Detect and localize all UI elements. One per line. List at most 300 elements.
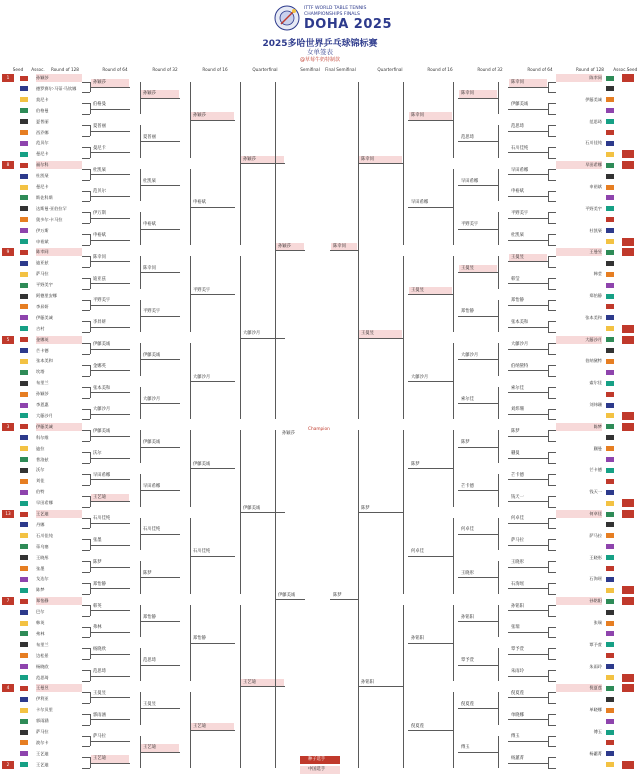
bracket-line	[508, 741, 548, 742]
bracket-line	[548, 561, 556, 562]
bracket-line	[548, 365, 556, 366]
seed-box	[2, 521, 14, 529]
bracket-line	[508, 305, 548, 306]
bracket-line	[90, 545, 130, 546]
bracket-entry-name: 孙铭阳	[461, 614, 474, 620]
seed-box: 2	[2, 761, 14, 769]
seed-box	[622, 630, 634, 638]
bracket-entry-name: 伊藤美诚	[193, 461, 211, 467]
bracket-line	[82, 332, 90, 333]
flag-icon	[20, 294, 28, 299]
bracket-line	[508, 349, 548, 350]
flag-icon	[20, 185, 28, 190]
bracket-line	[508, 196, 548, 197]
flag-icon	[20, 141, 28, 146]
seed-box	[2, 488, 14, 496]
bracket-entry-name: 伊万斯	[93, 211, 106, 217]
player-name: 李昇妍	[36, 303, 49, 309]
seed-box	[2, 456, 14, 464]
bracket-line	[548, 82, 556, 83]
bracket-line	[548, 572, 556, 573]
bracket-entry-name: 范思琦	[93, 669, 106, 675]
flag-icon	[606, 588, 614, 593]
bracket-line	[82, 441, 90, 442]
bracket-line	[548, 463, 556, 464]
bracket-entry-name: 萨马拉	[511, 538, 524, 544]
bracket-line	[508, 523, 548, 524]
flag-icon	[606, 762, 614, 767]
seed-box	[622, 183, 634, 191]
bracket-line	[240, 686, 285, 687]
bracket-line	[508, 654, 548, 655]
flag-icon	[606, 108, 614, 113]
bracket-entry-name: 傅玉	[461, 745, 470, 751]
bracket-line	[90, 632, 130, 633]
seed-box	[622, 488, 634, 496]
flag-icon	[606, 403, 614, 408]
seed-box	[2, 412, 14, 420]
bracket-line	[190, 294, 235, 295]
player-name: 钱天一	[589, 489, 602, 495]
flag-icon	[20, 577, 28, 582]
seed-box	[622, 357, 634, 365]
player-name: 沃尔	[36, 467, 45, 473]
player-name	[556, 259, 602, 267]
seed-box	[2, 695, 14, 703]
bracket-line	[358, 338, 403, 339]
bracket-line	[548, 278, 556, 279]
seed-box	[622, 739, 634, 747]
seed-box	[2, 663, 14, 671]
bracket-line	[82, 550, 90, 551]
bracket-line	[190, 556, 235, 557]
bracket-entry-name: 早田希娜	[511, 167, 529, 173]
bracket-line	[90, 458, 130, 459]
seed-box	[2, 630, 14, 638]
flag-icon	[606, 522, 614, 527]
flag-icon	[20, 86, 28, 91]
bracket-entry-name: 郑怡静	[143, 614, 156, 620]
bracket-line	[190, 468, 235, 469]
seed-box	[2, 652, 14, 660]
seed-box	[622, 456, 634, 464]
flag-icon	[20, 348, 28, 353]
bracket-line	[458, 272, 498, 273]
bracket-entry-name: 大藤沙月	[511, 342, 529, 348]
bracket-line	[548, 507, 556, 508]
seed-box	[2, 292, 14, 300]
bracket-line	[90, 370, 130, 371]
flag-icon	[606, 435, 614, 440]
bracket-line	[82, 768, 90, 769]
bracket-line	[408, 294, 453, 295]
bracket-line	[140, 98, 180, 99]
bracket-line	[82, 419, 90, 420]
seed-box	[622, 401, 634, 409]
bracket-line	[458, 708, 498, 709]
seed-box	[2, 565, 14, 573]
seed-box	[2, 379, 14, 387]
bracket-line	[458, 98, 498, 99]
bracket-line	[82, 310, 90, 311]
bracket-line	[548, 169, 556, 170]
bracket-entry-name: 杜凯琹	[93, 167, 106, 173]
flag-icon	[606, 631, 614, 636]
bracket-entry-name: 孙铭阳	[511, 603, 524, 609]
flag-icon	[606, 195, 614, 200]
bracket-entry-name: 陈梦	[361, 505, 370, 511]
seed-box	[2, 554, 14, 562]
seed-box	[2, 739, 14, 747]
bracket-entry-name: 伊藤美诚	[278, 592, 296, 598]
bracket-entry-name: 单晓娜	[511, 712, 524, 718]
bracket-line	[90, 305, 130, 306]
bracket-line	[508, 327, 548, 328]
round-title-right: Round of 64	[527, 67, 553, 72]
flag-icon	[606, 577, 614, 582]
bracket-line	[548, 703, 556, 704]
player-name	[556, 129, 602, 137]
bracket-entry-name: 陈梦	[461, 440, 470, 446]
bracket-line	[548, 714, 556, 715]
flag-icon	[606, 217, 614, 222]
bracket-line	[90, 392, 130, 393]
bracket-line	[548, 409, 556, 410]
bracket-line	[358, 686, 403, 687]
flag-icon	[20, 631, 28, 636]
seed-box	[622, 227, 634, 235]
player-name: 陈梦	[36, 587, 45, 593]
bracket-line	[508, 152, 548, 153]
bracket-entry-name: 申裕斌	[511, 189, 524, 195]
seed-box	[622, 684, 634, 692]
bracket-entry-name: 陈幸同	[511, 80, 524, 86]
flag-icon	[20, 326, 28, 331]
flag-icon	[606, 457, 614, 462]
seed-box	[2, 259, 14, 267]
bracket-line	[548, 528, 556, 529]
flag-icon	[20, 457, 28, 462]
champion-text: Champion	[308, 427, 330, 432]
seed-box: 9	[2, 248, 14, 256]
bracket-entry-name: 陈幸同	[143, 265, 156, 271]
bracket-line	[508, 174, 548, 175]
seed-box	[622, 652, 634, 660]
player-name: 卡尔贝里	[36, 707, 53, 713]
player-name: 曼尼卡	[36, 184, 49, 189]
seed-box: 8	[2, 161, 14, 169]
seed-box	[622, 325, 634, 333]
player-name: 郭雨涵	[36, 718, 49, 724]
bracket-entry-name: 钱天一	[511, 494, 524, 500]
player-name: 陈梦	[556, 423, 602, 431]
logo-line1: ITTF WORLD TABLE TENNIS	[304, 6, 367, 11]
bracket-line	[508, 676, 548, 677]
bracket-entry-name: 大藤沙月	[93, 407, 111, 413]
bracket-line	[548, 550, 556, 551]
bracket-line	[90, 87, 130, 88]
bracket-line	[458, 185, 498, 186]
flag-icon	[606, 664, 614, 669]
player-name	[556, 608, 602, 616]
round-title-right: Seed	[626, 67, 638, 72]
bracket-entry-name: 平野美宇	[511, 211, 529, 217]
bracket-line	[275, 599, 305, 600]
bracket-line	[548, 376, 556, 377]
bracket-line	[240, 163, 285, 164]
seed-box	[2, 401, 14, 409]
flag-icon	[20, 501, 28, 506]
player-name: 王艺迪	[36, 750, 49, 756]
player-name: 傅玉	[593, 729, 602, 734]
flag-icon	[20, 250, 28, 255]
player-name	[556, 347, 602, 355]
flag-icon	[20, 119, 28, 124]
seed-box	[622, 445, 634, 453]
round-title-left: Quarterfinal	[252, 67, 278, 72]
seed-box	[2, 368, 14, 376]
flag-icon	[20, 468, 28, 473]
seed-box	[622, 139, 634, 147]
flag-icon	[606, 239, 614, 244]
bracket-line	[548, 474, 556, 475]
player-name	[556, 172, 602, 180]
bracket-line	[458, 229, 498, 230]
player-name: 迪亚兹	[36, 260, 49, 266]
flag-icon	[606, 653, 614, 658]
bracket-line	[548, 539, 556, 540]
bracket-entry-name: 杨蕙菁	[511, 756, 524, 762]
player-name: 陈幸同	[36, 248, 82, 256]
bracket-line	[90, 414, 130, 415]
player-name: 杨蕙菁	[589, 750, 602, 756]
bracket-line	[548, 245, 556, 246]
bracket-entry-name: 曼尼卡	[93, 145, 106, 151]
player-name	[556, 434, 602, 442]
bracket-line	[548, 605, 556, 606]
flag-icon	[606, 130, 614, 135]
player-name: 申裕斌	[36, 238, 49, 244]
seed-box	[2, 347, 14, 355]
bracket-entry-name: 申裕斌	[93, 233, 106, 239]
bracket-entry-name: 孙铭阳	[411, 636, 424, 642]
seed-box	[2, 706, 14, 714]
flag-icon	[606, 512, 614, 517]
player-name: 张本美和	[585, 314, 602, 320]
player-name: 李恩惠	[36, 402, 49, 407]
seed-box	[2, 85, 14, 93]
bracket-entry-name: 萨马拉	[93, 734, 106, 740]
seed-box	[622, 619, 634, 627]
seed-box	[622, 565, 634, 573]
flag-icon	[20, 217, 28, 222]
flag-icon	[606, 555, 614, 560]
seed-box	[2, 717, 14, 725]
bracket-line	[508, 501, 548, 502]
bracket-line	[82, 267, 90, 268]
bracket-line	[140, 272, 180, 273]
bracket-line	[508, 588, 548, 589]
seed-box	[622, 161, 634, 169]
player-name: 孙颖莎	[36, 74, 82, 82]
flag-icon	[20, 381, 28, 386]
bracket-line	[458, 752, 498, 753]
seed-box	[2, 139, 14, 147]
seed-box	[2, 750, 14, 758]
bracket-entry-name: 石川佳纯	[143, 527, 161, 533]
bracket-line	[82, 398, 90, 399]
seed-box	[622, 303, 634, 311]
bracket-line	[240, 338, 285, 339]
seed-box	[2, 303, 14, 311]
bracket-line	[548, 452, 556, 453]
bracket-line	[548, 125, 556, 126]
bracket-line	[90, 240, 130, 241]
seed-box	[2, 575, 14, 583]
flag-icon	[20, 304, 28, 309]
flag-icon	[606, 348, 614, 353]
flag-icon	[20, 512, 28, 517]
bracket-entry-name: 王曼昱	[461, 265, 474, 271]
seed-box	[2, 129, 14, 137]
flag-icon	[606, 185, 614, 190]
bracket-entry-name: 夏普丽	[143, 134, 156, 140]
bracket-line	[548, 114, 556, 115]
bracket-entry-name: 陈梦	[143, 570, 152, 576]
flag-icon	[20, 751, 28, 756]
seed-box	[622, 597, 634, 605]
player-name: 戈达尔	[36, 576, 49, 582]
seed-box	[622, 608, 634, 616]
seed-box	[2, 728, 14, 736]
player-name: 杜凯琹	[589, 227, 602, 233]
bracket-entry-name: 朱雨玲	[511, 669, 524, 675]
bracket-line	[508, 436, 548, 437]
seed-box	[2, 499, 14, 507]
bracket-line	[548, 191, 556, 192]
flag-icon	[20, 610, 28, 615]
seed-box	[622, 216, 634, 224]
seed-box	[622, 466, 634, 474]
round-title-left: Round of 64	[102, 67, 128, 72]
player-name: 伊藤美诚	[36, 314, 53, 320]
bracket-line	[408, 556, 453, 557]
seed-box	[2, 227, 14, 235]
flag-icon	[20, 413, 28, 418]
flag-icon	[606, 152, 614, 157]
flag-icon	[20, 130, 28, 135]
bracket-line	[508, 567, 548, 568]
bracket-line	[82, 637, 90, 638]
player-name: 边松景	[36, 652, 49, 658]
bracket-line	[548, 201, 556, 202]
player-name: 张瑞	[593, 620, 602, 625]
player-name: 王艺迪	[36, 510, 82, 518]
player-name	[556, 499, 602, 507]
seed-box	[622, 150, 634, 158]
bracket-entry-name: 孙颖莎	[93, 80, 106, 86]
flag-icon	[20, 479, 28, 484]
round-title-right: Round of 128	[576, 67, 604, 72]
seed-box	[622, 477, 634, 485]
seed-box	[622, 379, 634, 387]
bracket-entry-name: 孙颖莎	[278, 243, 291, 249]
flag-icon	[20, 621, 28, 626]
seed-box	[2, 118, 14, 126]
player-name: 王曼昱	[36, 684, 82, 692]
bracket-entry-name: 傅玉	[511, 734, 520, 740]
player-name: 孙颖莎	[36, 391, 49, 397]
bracket-line	[508, 109, 548, 110]
player-name	[556, 543, 602, 551]
bracket-entry-name: 杜凯琹	[511, 233, 524, 239]
bracket-line	[508, 392, 548, 393]
flag-icon	[20, 719, 28, 724]
bracket-entry-name: 陈梦	[411, 461, 420, 467]
bracket-line	[140, 185, 180, 186]
bracket-entry-name: 王曼昱	[143, 701, 156, 707]
round-title-left: Round of 16	[202, 67, 228, 72]
bracket-line	[140, 229, 180, 230]
player-name: 伯格曼	[36, 107, 49, 113]
player-name	[556, 652, 602, 660]
bracket-entry-name: 张墨	[93, 538, 102, 544]
flag-icon	[606, 730, 614, 735]
player-name: 伊藤美诚	[585, 96, 602, 102]
player-name	[556, 150, 602, 158]
bracket-line	[82, 354, 90, 355]
player-name: 王晓彤	[36, 554, 49, 560]
bracket-line	[140, 708, 180, 709]
credit-text: @草莓牛奶特制款	[299, 57, 340, 63]
bracket-line	[90, 479, 130, 480]
round-title-left: Round of 32	[152, 67, 178, 72]
bracket-line	[548, 670, 556, 671]
seed-box	[622, 434, 634, 442]
logo-line3: DOHA 2025	[304, 17, 392, 32]
bracket-line	[548, 136, 556, 137]
bracket-line	[508, 131, 548, 132]
bracket-line	[458, 447, 498, 448]
bracket-line	[408, 120, 453, 121]
player-name: 范思琦	[36, 674, 49, 680]
bracket-line	[330, 599, 358, 600]
player-name	[556, 85, 602, 93]
bracket-entry-name: 王曼昱	[411, 287, 424, 293]
bracket-entry-name: 大藤沙月	[411, 374, 429, 380]
bracket-line	[548, 419, 556, 420]
bracket-line	[548, 147, 556, 148]
player-name: 奥多尔·卡马拉	[36, 216, 63, 222]
bracket-line	[190, 120, 235, 121]
bracket-entry-name: 郑怡静	[193, 636, 206, 642]
player-name: 西乔娜	[36, 129, 49, 135]
bracket-line	[508, 697, 548, 698]
seed-box	[622, 118, 634, 126]
flag-icon	[606, 740, 614, 745]
bracket-line	[82, 245, 90, 246]
bracket-line	[548, 725, 556, 726]
bracket-line	[548, 267, 556, 268]
seed-box	[622, 674, 634, 682]
bracket-line	[548, 583, 556, 584]
bracket-line	[508, 261, 548, 262]
flag-icon	[606, 174, 614, 179]
bracket-line	[548, 627, 556, 628]
player-name: 郑怡静	[36, 597, 82, 605]
bracket-line	[140, 447, 180, 448]
seed-box: 13	[2, 510, 14, 518]
